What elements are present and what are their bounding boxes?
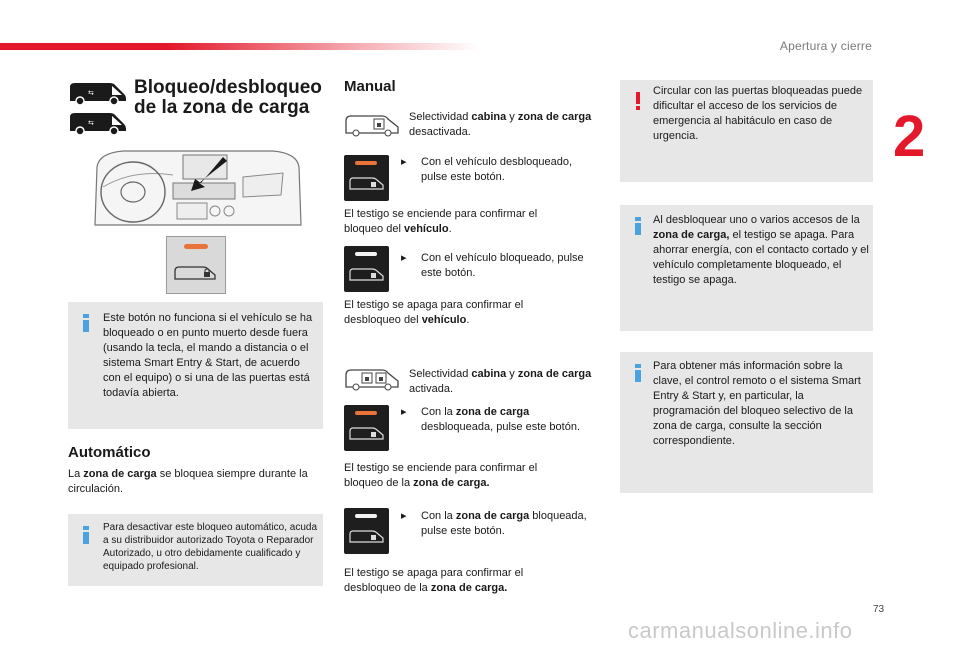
warning-icon [630,92,646,110]
dashboard-illustration [93,147,303,227]
step2-text: Con el vehículo bloqueado, pulse este botón. [421,252,584,279]
page-title-line1: Bloqueo/desbloqueo [134,77,322,98]
step4-post: bloqueada, pulse este botón. [421,510,587,537]
sel2-b2: zona de carga [517,368,592,380]
auto-text-pre: La [68,468,84,480]
info-icon [630,217,646,235]
info-text-more: Para obtener más información sobre la clave, el control remoto o el sistema Smart Entry & Start y, en particular, la programación del bloqueo selectivo de la zona de carga, consulte la sección correspondiente. [653,360,861,447]
sel2-mid: y [506,368,518,380]
step3-text [401,405,601,435]
lock-button-panel [166,236,226,294]
led-indicator-orange [184,244,208,249]
watermark: carmanualsonline.info [628,618,853,643]
info1-b: zona de carga, [653,229,730,241]
step4 [401,509,601,539]
info1-pre: Al desbloquear uno o varios accesos de la [653,214,860,226]
info-icon [78,314,94,332]
info1-post: el testigo se apaga. Para ahorrar energía, con el contacto cortado y el vehículo completamente bloqueado, el testigo se apaga. [653,229,869,286]
lock-button-led-off [344,246,389,292]
res2-pre: El testigo se apaga para confirmar el desbloqueo del [344,299,524,326]
sel2-pre: Selectividad [409,368,472,380]
warning-box [620,80,873,182]
res1-pre: El testigo se enciende para confirmar el bloqueo del [344,208,538,235]
info-text-button-note: Este botón no funciona si el vehículo se ha bloqueado o en punto muerto desde fuera (usando la tecla, el mando a distancia o el sistema Smart Entry & Start, de acuerdo con el equipo) o si una de las puertas está todavía abierta. [103,312,313,399]
res3-pre: El testigo se enciende para confirmar el bloqueo de la [344,462,538,489]
info-box-disable-note [68,514,323,586]
selectivity-off-text [409,110,599,140]
lock-button-led-on [344,155,389,201]
page-title [134,78,322,118]
res4-pre: El testigo se apaga para confirmar el desbloqueo de la [344,567,524,594]
res1-post: . [448,223,452,235]
van-cargo-icon [70,113,126,135]
step4-text [401,509,601,539]
result2 [344,298,576,328]
bullet-1: ▸ [401,156,407,168]
sel1-pre: Selectividad [409,111,472,123]
bullet-4: ▸ [401,510,407,522]
sel1-b1: cabina [471,111,507,123]
van-lock-icon [348,528,385,546]
info-icon [630,364,646,382]
van-outline-icon-dual [344,367,402,391]
cargo-button-led-on [344,405,389,451]
step3-post: desbloqueada, pulse este botón. [421,421,581,433]
chapter-number: 2 [893,104,926,169]
info-text-led [653,213,871,288]
heading-manual: Manual [344,78,396,95]
info-text-disable-note: Para desactivar este bloqueo automático, acuda a su distribuidor autorizado Toyota o Reparador Autorizado, u otro debidamente cualificado y equipado profesional. [103,522,318,572]
led-white [355,514,377,518]
auto-text [68,467,323,497]
svg-text:⇆: ⇆ [88,90,94,97]
sel2-post: activada. [409,383,454,395]
step4-pre: Con la [421,510,456,522]
header-red-bar [0,43,480,50]
step3-pre: Con la [421,406,456,418]
info-box-more [620,352,873,493]
step1 [401,155,596,185]
res3-b: zona de carga. [413,477,490,489]
van-cab-icon [70,83,126,105]
auto-text-post: se bloquea siempre durante la circulación. [68,468,308,495]
sel1-mid: y [506,111,518,123]
bullet-3: ▸ [401,406,407,418]
van-lock-icon [348,266,385,284]
step1-text: Con el vehículo desbloqueado, pulse este botón. [421,156,573,183]
van-icons [66,77,130,137]
result1 [344,207,576,237]
step3-b: zona de carga [455,406,530,418]
info-box-button-note [68,302,323,429]
res1-b: vehículo [403,223,449,235]
svg-text:⇆: ⇆ [88,120,94,127]
selectivity-on-text [409,367,599,397]
van-outline-icon-single [344,113,402,137]
led-orange [355,161,377,165]
led-white [355,252,377,256]
result4 [344,566,576,596]
sel2-b1: cabina [471,368,507,380]
sel1-post: desactivada. [409,126,471,138]
bullet-2: ▸ [401,252,407,264]
auto-text-bold: zona de carga [83,468,157,480]
step4-b: zona de carga [455,510,530,522]
page-number: 73 [873,604,885,615]
van-lock-icon [173,263,219,283]
section-name: Apertura y cierre [779,39,872,53]
warning-text: Circular con las puertas bloqueadas puede dificultar el acceso de los servicios de emergencia al habitáculo en caso de urgencia. [653,85,863,142]
page-title-line2: de la zona de carga [134,97,310,118]
heading-automatico: Automático [68,444,151,461]
van-lock-icon [348,175,385,193]
info-box-led [620,205,873,331]
res2-post: . [466,314,470,326]
cargo-button-led-off [344,508,389,554]
res2-b: vehículo [421,314,467,326]
step2 [401,251,601,281]
led-orange [355,411,377,415]
van-lock-icon [348,425,385,443]
step3 [401,405,601,435]
res4-b: zona de carga. [430,582,508,594]
info-icon [78,526,94,544]
result3 [344,461,576,491]
sel1-b2: zona de carga [517,111,592,123]
